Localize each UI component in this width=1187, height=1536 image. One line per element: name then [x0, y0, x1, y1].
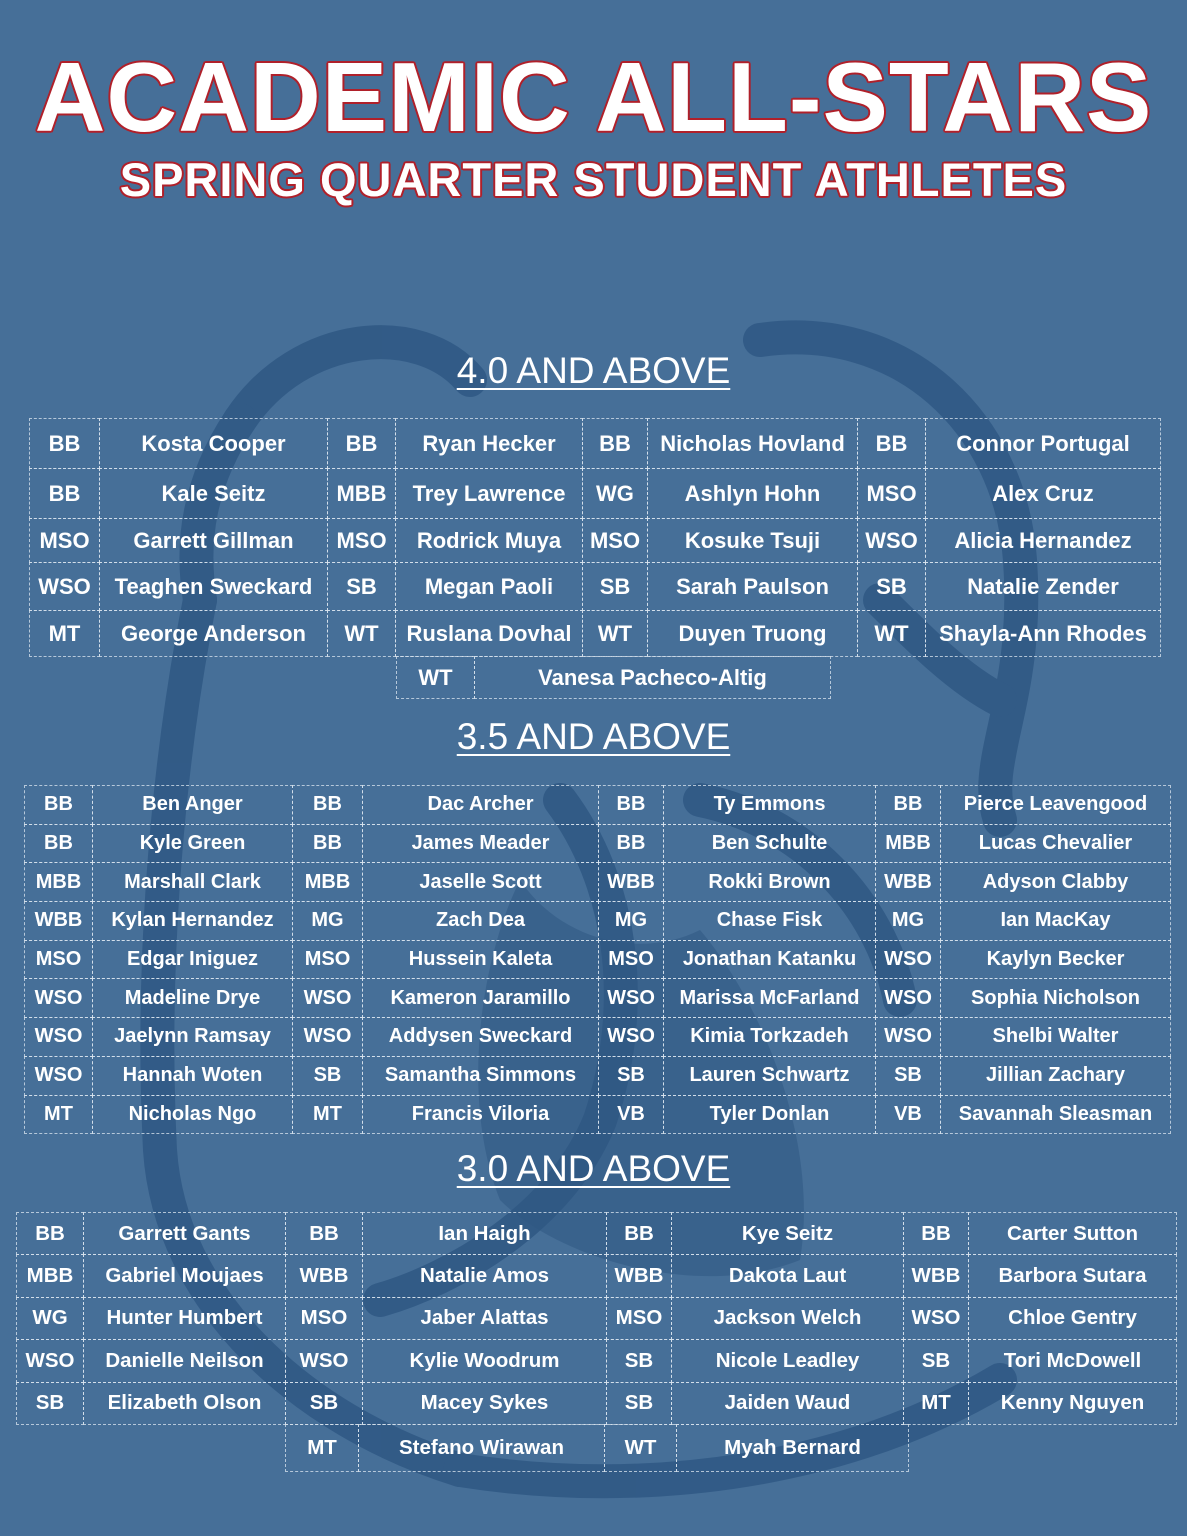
athlete-name-cell: Samantha Simmons: [362, 1056, 599, 1096]
athlete-name-cell: Jaelynn Ramsay: [92, 1017, 293, 1057]
sport-code-cell: WBB: [598, 862, 664, 902]
athlete-name-cell: Kameron Jaramillo: [362, 978, 599, 1018]
sport-code-cell: BB: [292, 785, 363, 825]
sport-code-cell: BB: [606, 1212, 672, 1255]
sport-code-cell: BB: [857, 418, 926, 469]
athlete-name-cell: Ty Emmons: [663, 785, 876, 825]
sport-code-cell: SB: [606, 1382, 672, 1425]
sport-code-cell: MSO: [598, 940, 664, 980]
sport-code-cell: WSO: [903, 1297, 969, 1340]
sport-code-cell: MT: [292, 1095, 363, 1135]
sport-code-cell: BB: [327, 418, 396, 469]
sport-code-cell: WSO: [24, 978, 93, 1018]
athlete-name-cell: Sarah Paulson: [647, 562, 858, 611]
sport-code-cell: SB: [327, 562, 396, 611]
athlete-name-cell: Lucas Chevalier: [940, 824, 1171, 864]
athlete-name-cell: Tori McDowell: [968, 1339, 1177, 1382]
sport-code-cell: WT: [327, 610, 396, 657]
sport-code-cell: WG: [582, 468, 648, 519]
athlete-name-cell: Danielle Neilson: [83, 1339, 286, 1382]
sport-code-cell: SB: [285, 1382, 363, 1425]
athlete-name-cell: Nicholas Hovland: [647, 418, 858, 469]
section-heading-3-0: 3.0 AND ABOVE: [456, 1148, 731, 1189]
athlete-name-cell: Kimia Torkzadeh: [663, 1017, 876, 1057]
sport-code-cell: MSO: [29, 518, 100, 563]
sport-code-cell: WBB: [903, 1254, 969, 1297]
sport-code-cell: MG: [292, 901, 363, 941]
athlete-name-cell: Chase Fisk: [663, 901, 876, 941]
athlete-name-cell: Kylie Woodrum: [362, 1339, 607, 1382]
athlete-name-cell: Stefano Wirawan: [358, 1424, 605, 1472]
athlete-name-cell: Dac Archer: [362, 785, 599, 825]
athlete-name-cell: Francis Viloria: [362, 1095, 599, 1135]
sport-code-cell: MSO: [582, 518, 648, 563]
athlete-name-cell: Kosuke Tsuji: [647, 518, 858, 563]
sport-code-cell: VB: [875, 1095, 941, 1135]
athlete-name-cell: Kale Seitz: [99, 468, 328, 519]
sport-code-cell: WT: [396, 656, 475, 699]
sport-code-cell: WSO: [24, 1017, 93, 1057]
athlete-name-cell: Teaghen Sweckard: [99, 562, 328, 611]
sport-code-cell: VB: [598, 1095, 664, 1135]
athlete-name-cell: Ruslana Dovhal: [395, 610, 583, 657]
section-heading-4-0: 4.0 AND ABOVE: [456, 350, 731, 391]
athlete-name-cell: Rodrick Muya: [395, 518, 583, 563]
sport-code-cell: WSO: [875, 940, 941, 980]
sport-code-cell: WG: [16, 1297, 84, 1340]
sport-code-cell: SB: [292, 1056, 363, 1096]
sport-code-cell: SB: [857, 562, 926, 611]
athlete-name-cell: Gabriel Moujaes: [83, 1254, 286, 1297]
athlete-name-cell: Marissa McFarland: [663, 978, 876, 1018]
sport-code-cell: MT: [29, 610, 100, 657]
athlete-name-cell: Megan Paoli: [395, 562, 583, 611]
athlete-name-cell: George Anderson: [99, 610, 328, 657]
athlete-name-cell: Lauren Schwartz: [663, 1056, 876, 1096]
sport-code-cell: SB: [875, 1056, 941, 1096]
athlete-name-cell: Garrett Gants: [83, 1212, 286, 1255]
sport-code-cell: SB: [582, 562, 648, 611]
athlete-name-cell: Addysen Sweckard: [362, 1017, 599, 1057]
athlete-name-cell: Jackson Welch: [671, 1297, 904, 1340]
athlete-name-cell: Kenny Nguyen: [968, 1382, 1177, 1425]
honor-table-3-5: [24, 785, 1170, 1133]
sport-code-cell: WSO: [875, 978, 941, 1018]
sport-code-cell: MSO: [857, 468, 926, 519]
athlete-name-cell: Kosta Cooper: [99, 418, 328, 469]
honor-table-3-0-extra-row: [285, 1424, 908, 1471]
athlete-name-cell: Natalie Amos: [362, 1254, 607, 1297]
sport-code-cell: BB: [598, 785, 664, 825]
athlete-name-cell: Macey Sykes: [362, 1382, 607, 1425]
sport-code-cell: MT: [285, 1424, 359, 1472]
athlete-name-cell: Alicia Hernandez: [925, 518, 1161, 563]
sport-code-cell: WT: [582, 610, 648, 657]
sport-code-cell: WSO: [875, 1017, 941, 1057]
athlete-name-cell: Ben Anger: [92, 785, 293, 825]
sport-code-cell: BB: [24, 824, 93, 864]
sport-code-cell: SB: [606, 1339, 672, 1382]
athlete-name-cell: Barbora Sutara: [968, 1254, 1177, 1297]
athlete-name-cell: Vanesa Pacheco-Altig: [474, 656, 831, 699]
sport-code-cell: WSO: [598, 978, 664, 1018]
sport-code-cell: BB: [29, 418, 100, 469]
sport-code-cell: MT: [24, 1095, 93, 1135]
athlete-name-cell: Madeline Drye: [92, 978, 293, 1018]
athlete-name-cell: Nicole Leadley: [671, 1339, 904, 1382]
athlete-name-cell: Rokki Brown: [663, 862, 876, 902]
athlete-name-cell: Marshall Clark: [92, 862, 293, 902]
sport-code-cell: WSO: [598, 1017, 664, 1057]
sport-code-cell: MG: [598, 901, 664, 941]
sport-code-cell: WSO: [29, 562, 100, 611]
sport-code-cell: MBB: [24, 862, 93, 902]
main-title: ACADEMIC ALL-STARS: [34, 42, 1153, 152]
athlete-name-cell: Pierce Leavengood: [940, 785, 1171, 825]
athlete-name-cell: Shayla-Ann Rhodes: [925, 610, 1161, 657]
sport-code-cell: BB: [903, 1212, 969, 1255]
athlete-name-cell: Trey Lawrence: [395, 468, 583, 519]
sport-code-cell: MBB: [292, 862, 363, 902]
honor-table-4-0-extra-row: [396, 656, 830, 698]
sport-code-cell: MSO: [285, 1297, 363, 1340]
sport-code-cell: WSO: [292, 1017, 363, 1057]
athlete-name-cell: Duyen Truong: [647, 610, 858, 657]
sport-code-cell: BB: [285, 1212, 363, 1255]
athlete-name-cell: Elizabeth Olson: [83, 1382, 286, 1425]
athlete-name-cell: Chloe Gentry: [968, 1297, 1177, 1340]
section-heading-3-5: 3.5 AND ABOVE: [456, 716, 731, 757]
sport-code-cell: BB: [598, 824, 664, 864]
athlete-name-cell: James Meader: [362, 824, 599, 864]
athlete-name-cell: Kye Seitz: [671, 1212, 904, 1255]
athlete-name-cell: Natalie Zender: [925, 562, 1161, 611]
athlete-name-cell: Ian MacKay: [940, 901, 1171, 941]
sport-code-cell: WBB: [606, 1254, 672, 1297]
athlete-name-cell: Kyle Green: [92, 824, 293, 864]
sport-code-cell: WSO: [857, 518, 926, 563]
sport-code-cell: MBB: [875, 824, 941, 864]
athlete-name-cell: Nicholas Ngo: [92, 1095, 293, 1135]
athlete-name-cell: Zach Dea: [362, 901, 599, 941]
sport-code-cell: BB: [582, 418, 648, 469]
athlete-name-cell: Kylan Hernandez: [92, 901, 293, 941]
athlete-name-cell: Connor Portugal: [925, 418, 1161, 469]
athlete-name-cell: Edgar Iniguez: [92, 940, 293, 980]
sport-code-cell: WBB: [875, 862, 941, 902]
sport-code-cell: BB: [29, 468, 100, 519]
sport-code-cell: WT: [857, 610, 926, 657]
athlete-name-cell: Hussein Kaleta: [362, 940, 599, 980]
athlete-name-cell: Shelbi Walter: [940, 1017, 1171, 1057]
honor-table-3-0: [16, 1212, 1176, 1424]
sport-code-cell: BB: [292, 824, 363, 864]
athlete-name-cell: Jaiden Waud: [671, 1382, 904, 1425]
sport-code-cell: MSO: [292, 940, 363, 980]
honor-table-4-0: [29, 418, 1160, 656]
athlete-name-cell: Tyler Donlan: [663, 1095, 876, 1135]
sport-code-cell: MSO: [606, 1297, 672, 1340]
athlete-name-cell: Ben Schulte: [663, 824, 876, 864]
athlete-name-cell: Ian Haigh: [362, 1212, 607, 1255]
athlete-name-cell: Alex Cruz: [925, 468, 1161, 519]
sport-code-cell: SB: [598, 1056, 664, 1096]
sport-code-cell: MG: [875, 901, 941, 941]
athlete-name-cell: Savannah Sleasman: [940, 1095, 1171, 1135]
sport-code-cell: WSO: [292, 978, 363, 1018]
athlete-name-cell: Jillian Zachary: [940, 1056, 1171, 1096]
sport-code-cell: WBB: [24, 901, 93, 941]
athlete-name-cell: Jaber Alattas: [362, 1297, 607, 1340]
sport-code-cell: MSO: [24, 940, 93, 980]
sport-code-cell: WSO: [16, 1339, 84, 1382]
sport-code-cell: MT: [903, 1382, 969, 1425]
athlete-name-cell: Jaselle Scott: [362, 862, 599, 902]
sport-code-cell: WBB: [285, 1254, 363, 1297]
athlete-name-cell: Carter Sutton: [968, 1212, 1177, 1255]
sport-code-cell: BB: [24, 785, 93, 825]
sport-code-cell: WSO: [285, 1339, 363, 1382]
sport-code-cell: SB: [16, 1382, 84, 1425]
sport-code-cell: MBB: [327, 468, 396, 519]
sport-code-cell: MSO: [327, 518, 396, 563]
sport-code-cell: WT: [604, 1424, 677, 1472]
sport-code-cell: SB: [903, 1339, 969, 1382]
sport-code-cell: BB: [16, 1212, 84, 1255]
athlete-name-cell: Kaylyn Becker: [940, 940, 1171, 980]
athlete-name-cell: Garrett Gillman: [99, 518, 328, 563]
athlete-name-cell: Adyson Clabby: [940, 862, 1171, 902]
athlete-name-cell: Jonathan Katanku: [663, 940, 876, 980]
athlete-name-cell: Hannah Woten: [92, 1056, 293, 1096]
athlete-name-cell: Ryan Hecker: [395, 418, 583, 469]
subtitle: SPRING QUARTER STUDENT ATHLETES: [119, 153, 1068, 206]
sport-code-cell: WSO: [24, 1056, 93, 1096]
sport-code-cell: BB: [875, 785, 941, 825]
athlete-name-cell: Dakota Laut: [671, 1254, 904, 1297]
sport-code-cell: MBB: [16, 1254, 84, 1297]
athlete-name-cell: Ashlyn Hohn: [647, 468, 858, 519]
athlete-name-cell: Sophia Nicholson: [940, 978, 1171, 1018]
athlete-name-cell: Myah Bernard: [676, 1424, 909, 1472]
athlete-name-cell: Hunter Humbert: [83, 1297, 286, 1340]
